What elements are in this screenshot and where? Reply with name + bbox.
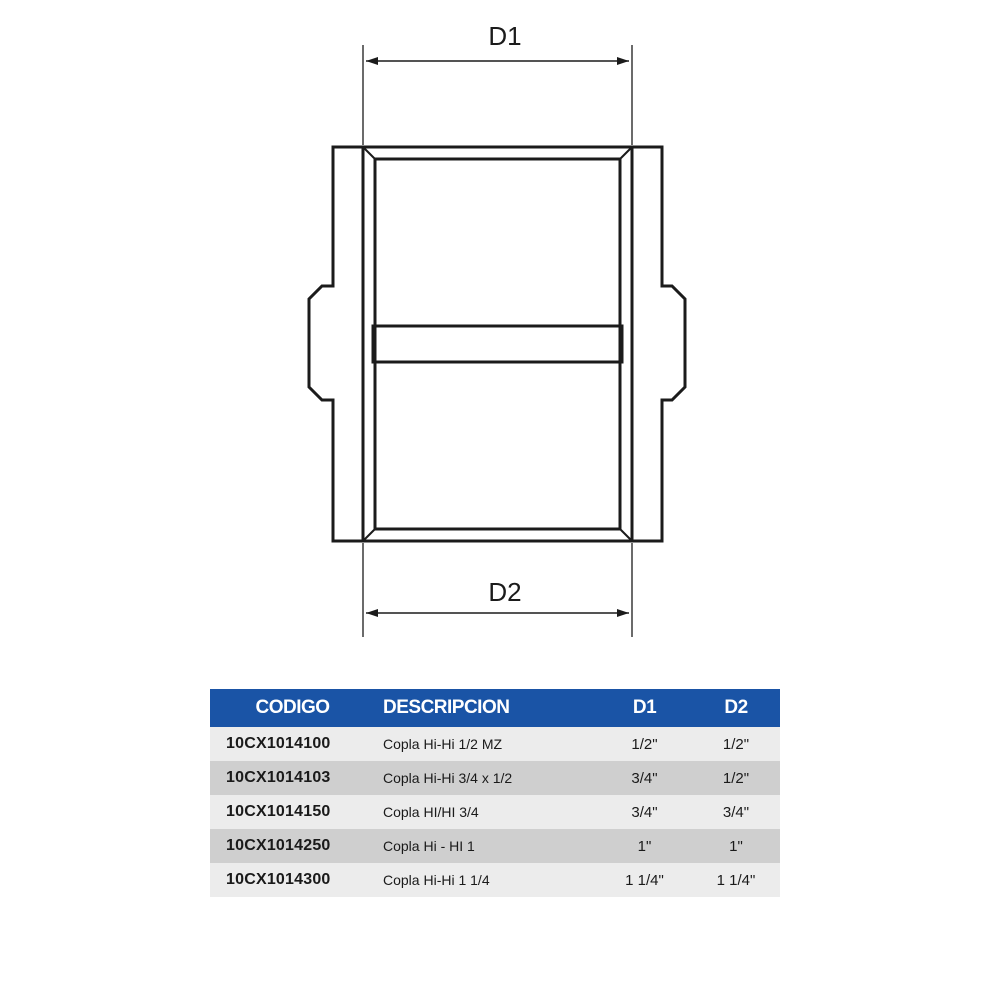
header-d1: D1: [632, 697, 657, 718]
cell-d2: 1/2": [722, 769, 750, 787]
cell-d2: 3/4": [722, 803, 750, 821]
cell-codigo: 10CX1014103: [226, 769, 331, 786]
table-row: [210, 863, 780, 897]
cell-descripcion: Copla Hi-Hi 1/2 MZ: [383, 736, 503, 752]
cell-descripcion: Copla HI/HI 3/4: [383, 804, 479, 820]
coupling-outer-profile: [309, 147, 685, 541]
cell-d2: 1": [729, 837, 743, 855]
cell-d1: 1/2": [631, 735, 658, 753]
table-row: [210, 829, 780, 863]
header-descripcion: DESCRIPCION: [383, 697, 510, 718]
cell-d1: 1 1/4": [625, 871, 664, 889]
table-row: [210, 795, 780, 829]
cell-codigo: 10CX1014250: [226, 837, 331, 854]
cell-descripcion: Copla Hi - HI 1: [383, 838, 475, 854]
cell-codigo: 10CX1014150: [226, 803, 331, 820]
inner-bore: [375, 159, 620, 529]
header-d2: D2: [724, 697, 748, 718]
cell-descripcion: Copla Hi-Hi 1 1/4: [383, 872, 490, 888]
dimension-d1: [363, 45, 632, 145]
spec-table: [210, 689, 780, 897]
chamfer-top-left: [363, 147, 375, 159]
d2-label: D2: [488, 577, 522, 607]
center-stop-ring: [373, 326, 622, 362]
header-codigo: CODIGO: [255, 697, 330, 718]
cell-d1: 3/4": [631, 769, 658, 787]
table-row: [210, 727, 780, 761]
table-row: [210, 761, 780, 795]
cell-d2: 1/2": [722, 735, 750, 753]
cell-codigo: 10CX1014300: [226, 871, 331, 888]
chamfer-top-right: [620, 147, 632, 159]
d1-label: D1: [488, 21, 522, 51]
table-header-row: [210, 689, 780, 727]
cell-d2: 1 1/4": [716, 871, 756, 889]
cell-descripcion: Copla Hi-Hi 3/4 x 1/2: [383, 770, 513, 786]
cell-codigo: 10CX1014100: [226, 735, 331, 752]
cell-d1: 3/4": [631, 803, 658, 821]
chamfer-bottom-left: [363, 529, 375, 541]
cell-d1: 1": [637, 837, 652, 855]
chamfer-bottom-right: [620, 529, 632, 541]
coupling-body: [309, 147, 685, 541]
